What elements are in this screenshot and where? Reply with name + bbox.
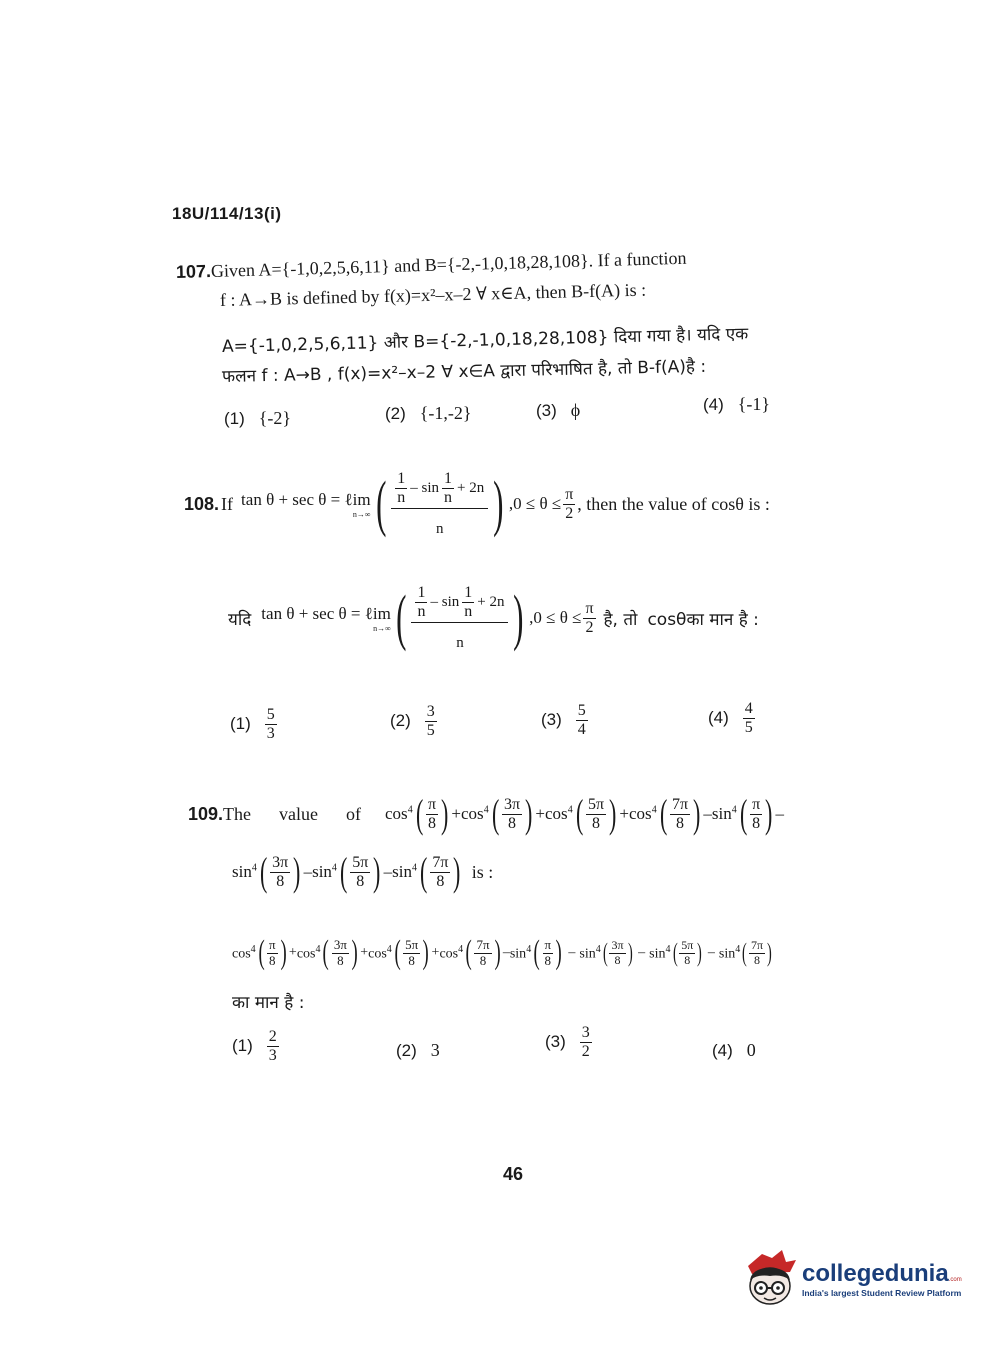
limit-subscript: n→∞ [352,509,371,519]
q107-line2: f : A→B is defined by f(x)=x²–x–2 ∀ x∈A, then B-f(A) is : [219,279,647,310]
inner-num: 1 [397,470,406,487]
inner-num: 1 [464,584,473,601]
minus-sin: – sin [430,593,460,610]
q108-lhs [241,490,371,519]
q108-number: 108. [184,493,220,514]
option-num: 3 [426,703,435,720]
limit-subscript: n→∞ [373,623,391,633]
q107-hindi-line1: A={-1,0,2,5,6,11} और B={-2,-1,0,18,28,108} दिया गया है। यदि एक [221,324,749,357]
q108-option-3[interactable] [541,702,588,738]
big-fraction-denominator: n [435,521,444,538]
option-label: (3) [545,1032,566,1052]
q108-hindi-suffix-1: है, तो [603,609,638,630]
option-num: 3 [581,1024,590,1041]
right-paren: ) [493,470,504,539]
q109-option-3[interactable] [545,1024,592,1060]
q108-option-4[interactable] [708,700,755,736]
q107-option-3[interactable] [536,400,580,421]
option-label: (3) [541,710,562,730]
option-label: (4) [703,395,724,414]
q107-number: 107. [175,261,212,282]
option-num: 5 [577,702,586,719]
q108-hindi-prefix: यदि [228,609,252,630]
range-den: 2 [585,618,594,636]
option-label: (2) [390,711,411,731]
range-num: π [585,600,594,617]
q109-option-1[interactable] [232,1028,279,1064]
collegedunia-logo[interactable] [742,1248,962,1310]
q108-big-fraction [391,470,488,538]
option-num: 4 [744,700,753,717]
left-paren: ( [395,584,407,653]
range-num: π [565,486,574,503]
q107-option-4[interactable] [703,394,770,415]
option-den: 2 [581,1042,590,1060]
option-value: 0 [746,1040,756,1060]
inner-num: 1 [417,584,426,601]
option-den: 5 [426,721,435,739]
q107-english [176,248,687,283]
inner-den: n [444,488,452,506]
inner-num: 1 [444,470,452,487]
option-num: 2 [268,1028,277,1045]
option-label: (3) [536,401,557,420]
q107-hindi-line2: फलन f : A→B , f(x)=x²–x–2 ∀ x∈A द्वारा परिभाषित है, तो B-f(A)है : [221,356,707,387]
q109-line1: 109. The value of $\cos^4$ ( $\frac{\pi}{8}$ ) + $\cos^4$ ( $\frac{3\pi}{8}$ ) + $\cos^4$ ( $\frac{5\pi}{8}$ ) + $\cos^4$ ( $\frac{7\pi}{8}$ ) – $\sin^4$ ( $\frac{\pi}{8}$ ) – [188,791,784,836]
option-value: {-1,-2} [419,403,472,423]
lhs-text: tan θ + sec θ = ℓim [261,603,391,623]
cos4-5pi-8: $\cos^4$ [545,804,573,823]
plus-2n: + 2n [477,593,505,610]
mascot-icon [742,1248,800,1310]
option-label: (1) [232,1036,253,1056]
q107-option-1[interactable] [224,408,291,429]
q108-hindi-lhs [261,604,391,633]
q108-hindi-suffix-2: cosθका मान है : [647,609,759,630]
option-num: 5 [266,706,275,723]
q108-hindi [228,584,759,652]
word-value: value [279,803,319,824]
q108-range: ,0 ≤ θ ≤ [508,494,562,514]
option-den: 4 [577,720,586,738]
brand-suffix: .com [948,1277,962,1283]
option-label: (4) [708,708,729,728]
minus-sin: – sin [410,479,439,496]
option-label: (4) [712,1041,733,1060]
inner-den: n [417,602,426,620]
option-label: (2) [385,404,406,423]
cos4-3pi-8: $\cos^4$ [461,804,489,823]
q107-line1: Given A={-1,0,2,5,6,11} and B={-2,-1,0,18,28,108}. If a function [210,247,687,282]
q108-english [184,470,770,538]
q109-hindi-tail: का मान है : [232,993,305,1013]
q109-is: is : [471,861,494,882]
page-number: 46 [503,1164,524,1184]
cos4-7pi-8: $\cos^4$ [629,804,657,823]
sin4-pi-8: $\sin^4$ [711,804,737,823]
big-fraction-numerator [391,470,488,509]
q108-option-2[interactable] [390,703,437,739]
option-value: ϕ [570,400,581,420]
sin4-7pi-8: $\sin^4$ [392,862,417,881]
inner-den: n [397,488,406,506]
word-of: of [346,803,362,824]
option-label: (2) [396,1041,417,1060]
big-fraction-numerator [411,584,508,623]
sin4-5pi-8: $\sin^4$ [312,862,337,881]
sin4-3pi-8: $\sin^4$ [232,862,257,881]
q108-range: ,0 ≤ θ ≤ [529,608,582,628]
right-paren: ) [513,584,524,653]
plus-2n: + 2n [457,479,485,496]
option-den: 3 [266,724,275,742]
option-label: (1) [230,714,251,734]
inner-den: n [464,602,473,620]
q108-option-1[interactable] [230,706,277,742]
lhs-text: tan θ + sec θ = ℓim [241,489,371,509]
q109-option-4[interactable] [712,1040,756,1061]
range-den: 2 [565,504,574,522]
brand-tagline: India's largest Student Review Platform [802,1288,962,1298]
paper-code: 18U/114/13(i) [172,204,282,223]
option-den: 5 [744,718,753,736]
word-the: The [223,803,252,824]
q108-hindi-big-fraction [411,584,508,652]
brand-name: collegedunia [802,1260,949,1287]
q109-option-2[interactable] [396,1040,440,1061]
q108-suffix: , then the value of cosθ is : [577,493,770,514]
q107-option-2[interactable] [385,403,472,424]
option-value: {-2} [258,408,292,428]
q109-line2: $\sin^4$ ( $\frac{3\pi}{8}$ ) – $\sin^4$ ( $\frac{5\pi}{8}$ ) – $\sin^4$ ( $\frac{7\pi}{8}$ ) is : [232,849,494,894]
left-paren: ( [375,470,387,539]
option-value: 3 [430,1040,440,1060]
q108-prefix: If [221,493,234,514]
q109-number: 109. [188,803,224,824]
option-label: (1) [224,409,245,428]
q109-hindi-expression: $\cos^4$ ( $\frac{\pi}{8}$ ) + $\cos^4$ ( $\frac{3\pi}{8}$ ) + $\cos^4$ ( $\frac{5\pi}{8}$ ) + $\cos^4$ ( $\frac{7\pi}{8}$ ) – $\sin^4$ ( $\frac{\pi}{8}$ ) – $\sin^4$ ( $\frac{3\pi}{8}$ ) – $\sin^4$ ( $\frac{5\pi}{8}$ ) – $\sin^4$ ( $\frac{7\pi}{8}$ ) [232,934,772,971]
cos4-pi-8: $\cos^4$ [385,804,413,823]
big-fraction-denominator: n [456,635,464,652]
option-den: 3 [268,1046,277,1064]
option-value: {-1} [737,394,771,414]
